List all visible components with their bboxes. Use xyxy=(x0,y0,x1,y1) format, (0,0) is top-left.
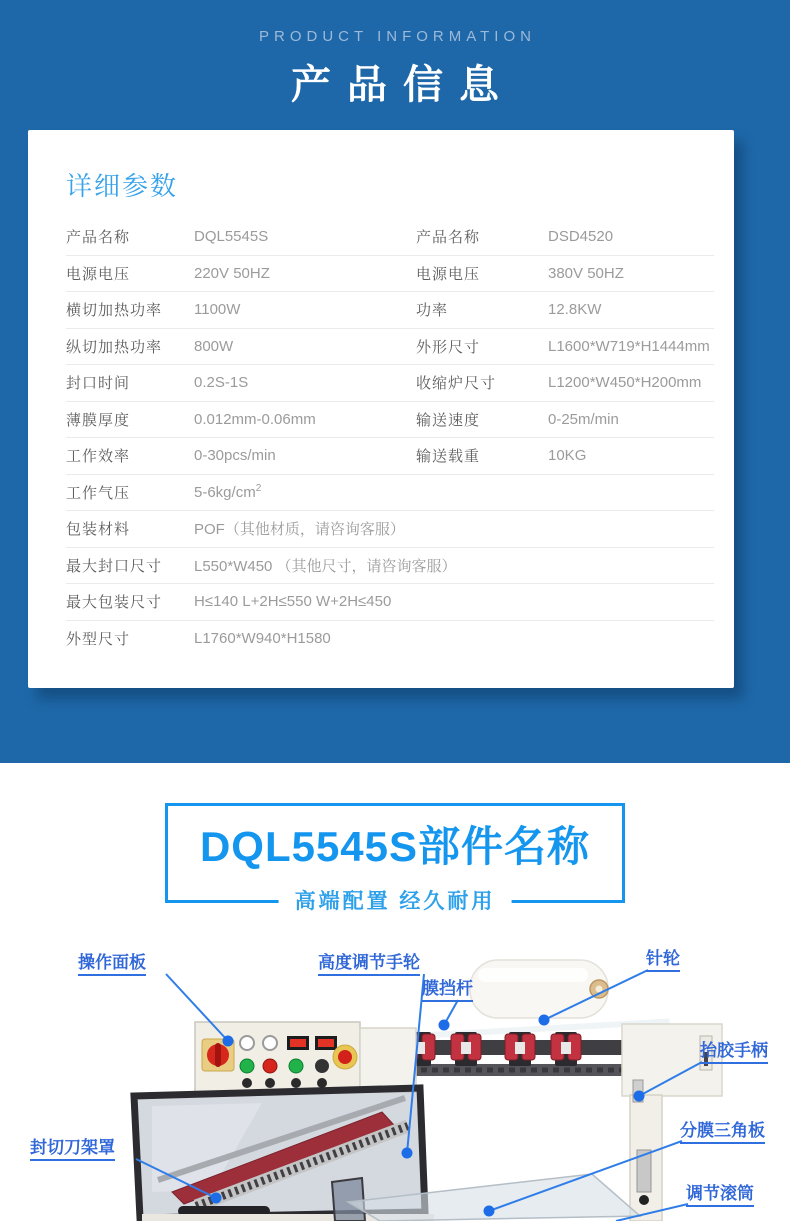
spec-label: 外形尺寸 xyxy=(416,338,481,356)
spec-label: 薄膜厚度 xyxy=(66,411,131,429)
table-row xyxy=(66,256,714,293)
spec-value: 0.012mm-0.06mm xyxy=(194,410,316,428)
spec-value: 0-30pcs/min xyxy=(194,447,276,465)
table-row xyxy=(66,365,714,402)
page-title: 产品信息 xyxy=(291,63,515,107)
spec-label: 工作效率 xyxy=(66,448,131,466)
spec-value: 220V 50HZ xyxy=(194,264,270,282)
specs-table xyxy=(66,219,714,657)
spec-label: 输送速度 xyxy=(416,411,481,429)
spec-value: L1600*W719*H1444mm xyxy=(548,337,710,355)
film-roll xyxy=(470,960,608,1018)
spec-label: 工作气压 xyxy=(66,484,131,502)
parts-title: DQL5545S部件名称 xyxy=(199,823,591,870)
spec-label: 封口时间 xyxy=(66,375,131,393)
parts-title-box xyxy=(165,803,625,913)
machine-diagram xyxy=(0,940,790,1221)
hero-eyebrow: PRODUCT INFORMATION xyxy=(259,28,536,45)
table-row xyxy=(66,621,714,658)
spec-value: 0.2S-1S xyxy=(194,374,249,392)
spec-value: 1100W xyxy=(194,301,241,319)
spec-label: 纵切加热功率 xyxy=(66,338,163,356)
spec-label: 包装材料 xyxy=(66,521,131,539)
spec-value: POF（其他材质，请咨询客服） xyxy=(194,521,405,539)
table-row xyxy=(66,292,714,329)
spec-value: 800W xyxy=(194,337,234,355)
spec-label: 最大封口尺寸 xyxy=(66,557,163,575)
spec-label: 电源电压 xyxy=(416,265,481,283)
part-label-adjust-roller: 调节滚筒 xyxy=(686,1184,754,1207)
table-row xyxy=(66,329,714,366)
table-row xyxy=(66,402,714,439)
specs-card xyxy=(28,130,734,688)
machine-illustration xyxy=(0,940,790,1221)
specs-heading: 详细参数 xyxy=(66,171,179,201)
table-row xyxy=(66,219,714,256)
table-row xyxy=(66,438,714,475)
spec-value: 0-25m/min xyxy=(548,410,619,428)
machine-housing xyxy=(360,1028,416,1092)
part-label-cutter-cover: 封切刀架罩 xyxy=(30,1138,115,1161)
spec-label: 产品名称 xyxy=(66,229,131,247)
spec-value: 12.8KW xyxy=(548,301,602,319)
part-label-height-handwheel: 高度调节手轮 xyxy=(318,953,420,976)
spec-value: 380V 50HZ xyxy=(548,264,624,282)
table-row xyxy=(66,584,714,621)
spec-label: 功率 xyxy=(416,302,449,320)
part-label-film-triangle-plate: 分膜三角板 xyxy=(680,1121,765,1144)
parts-subtitle: 高端配置 经久耐用 xyxy=(279,885,512,915)
spec-value: 10KG xyxy=(548,447,587,465)
part-label-lift-handle: 抬胶手柄 xyxy=(700,1041,768,1064)
table-row xyxy=(66,475,714,512)
divider-panel xyxy=(332,1178,365,1221)
spec-value: DQL5545S xyxy=(194,228,269,246)
table-row xyxy=(66,511,714,548)
spec-value: L550*W450 （其他尺寸，请咨询客服） xyxy=(194,557,457,575)
spec-label: 横切加热功率 xyxy=(66,302,163,320)
spec-label: 电源电压 xyxy=(66,265,131,283)
spec-value: L1760*W940*H1580 xyxy=(194,630,331,648)
spec-label: 收缩炉尺寸 xyxy=(416,375,497,393)
superscript: 2 xyxy=(255,483,262,495)
spec-label: 产品名称 xyxy=(416,229,481,247)
spec-value: $5-6kg/cm^2$ xyxy=(194,483,262,502)
spec-value: H≤140 L+2H≤550 W+2H≤450 xyxy=(194,593,392,611)
spec-value: L1200*W450*H200mm xyxy=(548,374,702,392)
part-label-film-stop-rod: 膜挡杆 xyxy=(422,979,473,1002)
spec-value: DSD4520 xyxy=(548,228,614,246)
spec-label: 输送载重 xyxy=(416,448,481,466)
part-label-needle-wheel: 针轮 xyxy=(646,949,680,972)
part-label-operation-panel: 操作面板 xyxy=(78,953,146,976)
spec-label: 最大包装尺寸 xyxy=(66,594,163,612)
spec-label: 外型尺寸 xyxy=(66,631,131,649)
table-row xyxy=(66,548,714,585)
